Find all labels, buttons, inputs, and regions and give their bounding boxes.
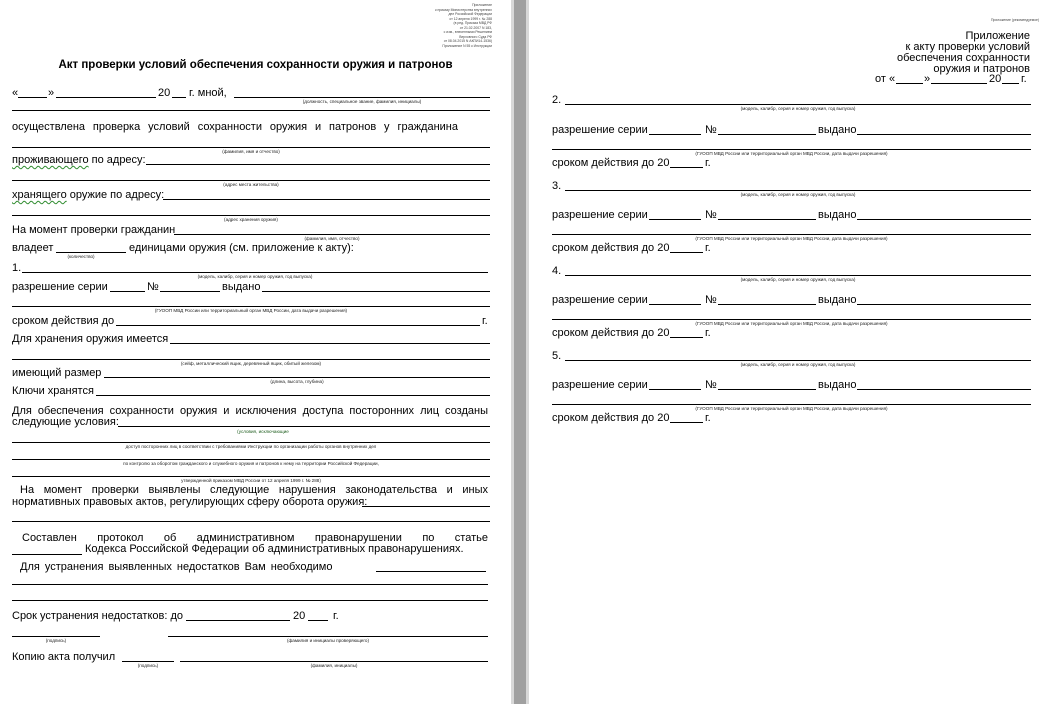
fix-needed-text: Для устранения выявленных недостатков Вам необходимо (20, 561, 333, 573)
approval-line: от 12 апреля 1999 г. № 288 (449, 16, 492, 21)
valid-until-label: сроком действия до 20 (552, 157, 670, 169)
protocol-line-1: Составлен протокол об административном правонарушении по статье (22, 532, 488, 544)
measures-line-1: Для обеспечения сохранности оружия и исключения доступа посторонних лиц созданы (12, 405, 488, 417)
issued-label: выдано (818, 209, 857, 221)
issued-by-field-cont[interactable] (12, 306, 490, 307)
issued-by-field-cont[interactable] (552, 319, 1031, 320)
violations-field-cont[interactable] (12, 521, 490, 522)
heading-line: к акту проверки условий (905, 41, 1030, 53)
hint-citizen: (фамилия, имя и отчество) (222, 149, 280, 154)
permit-number-field[interactable] (718, 134, 816, 135)
permit-series-field[interactable] (649, 304, 701, 305)
fix-needed-field-cont-1[interactable] (12, 584, 488, 585)
hint-model: (модель, калибр, серия и номер оружия, год выпуска) (197, 274, 313, 279)
citizen-field[interactable] (12, 147, 490, 148)
hint-model: (модель, калибр, серия и номер оружия, год выпуска) (740, 362, 856, 367)
weapon-model-field[interactable] (565, 275, 1031, 276)
weapon-model-field[interactable] (565, 360, 1031, 361)
permit-series-label: разрешение серии (552, 209, 648, 221)
item-number: 5. (552, 350, 562, 362)
issued-by-field[interactable] (857, 389, 1031, 390)
appendix-month-field[interactable] (931, 83, 987, 84)
violations-field[interactable] (362, 506, 490, 507)
permit-series-field[interactable] (110, 291, 145, 292)
hint-issuer: (ГУООП МВД России или территориальный орган МВД России, дата выдачи разрешения) (695, 236, 888, 241)
deadline-label: Срок устранения недостатков: до (12, 610, 183, 622)
permit-series-label: разрешение серии (552, 379, 648, 391)
date-close-quote: » (48, 87, 55, 99)
conditions-field-cont-3[interactable] (12, 476, 490, 477)
conditions-field[interactable] (118, 426, 490, 427)
permit-number-field[interactable] (160, 291, 220, 292)
fix-needed-field[interactable] (376, 571, 486, 572)
valid-year-field[interactable] (670, 252, 703, 253)
day-field[interactable] (18, 97, 47, 98)
conditions-field-cont-1[interactable] (12, 442, 490, 443)
valid-until-label: сроком действия до 20 (552, 242, 670, 254)
protocol-line-2: Кодекса Российской Федерации об административных правонарушениях. (85, 543, 464, 555)
hint-model: (модель, калибр, серия и номер оружия, год выпуска) (740, 192, 856, 197)
valid-year-field[interactable] (670, 167, 703, 168)
issued-by-field[interactable] (262, 291, 490, 292)
measures-line-2: следующие условия: (12, 416, 119, 428)
storing-rest: оружие по адресу: (66, 189, 165, 201)
storing-address-field[interactable] (163, 199, 490, 200)
storage-type-field[interactable] (170, 343, 490, 344)
appendix-year-mark: г. (1021, 73, 1027, 85)
valid-year-mark: г. (705, 242, 711, 254)
year-prefix: 20 (158, 87, 171, 99)
permit-number-label: № (147, 281, 159, 293)
weapon-model-field[interactable] (22, 272, 488, 273)
article-field[interactable] (12, 554, 82, 555)
moment-check-label: На момент проверки гражданин (12, 224, 176, 236)
item-number: 1. (12, 262, 22, 274)
valid-until-label: сроком действия до 20 (552, 412, 670, 424)
hint-access: доступ посторонних лиц в соответствии с требованиями Инструкции по организации работы органов внутренних дел (125, 444, 377, 449)
living-word: проживающего (12, 154, 89, 166)
size-field[interactable] (104, 377, 490, 378)
permit-series-field[interactable] (649, 389, 701, 390)
hint-order: утвержденной приказом МВД России от 12 апреля 1999 г. № 288) (181, 478, 321, 483)
valid-year-mark: г. (705, 412, 711, 424)
deadline-date-field[interactable] (186, 620, 290, 621)
permit-series-label: разрешение серии (552, 124, 648, 136)
permit-number-label: № (705, 379, 717, 391)
hint-issuer: (ГУООП МВД России или территориальный орган МВД России, дата выдачи разрешения) (695, 321, 888, 326)
deadline-year-mark: г. (333, 610, 339, 622)
owns-label: владеет (12, 242, 54, 254)
permit-number-field[interactable] (718, 304, 816, 305)
heading-line: Приложение (965, 30, 1030, 42)
hint-model: (модель, калибр, серия и номер оружия, год выпуска) (740, 277, 856, 282)
permit-number-field[interactable] (718, 219, 816, 220)
hint-size: (длина, высота, глубина) (270, 379, 324, 384)
hint-living: (адрес места жительства) (223, 182, 279, 187)
official-field-cont[interactable] (12, 110, 490, 111)
storing-label (12, 189, 164, 202)
receiver-signature-field[interactable] (122, 661, 174, 662)
valid-until-label: сроком действия до 20 (552, 327, 670, 339)
month-field[interactable] (56, 97, 156, 98)
deadline-year-prefix: 20 (293, 610, 306, 622)
valid-year-mark: г. (705, 157, 711, 169)
weapon-model-field[interactable] (565, 190, 1031, 191)
year-mark: г. (482, 315, 488, 327)
issued-by-field-cont[interactable] (552, 234, 1031, 235)
inspector-signature-field[interactable] (12, 636, 100, 637)
hint-sign: (подпись) (45, 638, 67, 643)
weapon-model-field[interactable] (565, 104, 1031, 105)
approval-line: от 08.04.2015 N АКПИ14-1536) (443, 39, 492, 43)
hint-storing: (адрес хранения оружия) (224, 217, 278, 222)
permit-number-label: № (705, 124, 717, 136)
living-label (12, 154, 146, 167)
appendix-day-field[interactable] (896, 83, 923, 84)
approval-line: Верховного Суда РФ (459, 34, 492, 39)
date-open-quote: « (12, 87, 19, 99)
keys-field[interactable] (96, 395, 490, 396)
permit-series-field[interactable] (649, 219, 701, 220)
issued-label: выдано (818, 294, 857, 306)
permit-number-label: № (705, 209, 717, 221)
issued-label: выдано (222, 281, 261, 293)
citizen-fio-field[interactable] (174, 234, 490, 235)
living-address-field-cont[interactable] (12, 180, 490, 181)
hint-control: по контролю за оборотом гражданского и служебного оружия и патронов к нему на территории Российской Федерации, (123, 461, 379, 466)
approval-line: от 21.02.2007 N 183, (459, 25, 492, 30)
issued-by-field-cont[interactable] (552, 404, 1031, 405)
living-rest: по адресу: (88, 154, 146, 166)
issued-by-field-cont[interactable] (552, 149, 1031, 150)
hint-official: (должность, специальное звание, фамилия, инициалы) (302, 99, 422, 104)
hint-issuer: (ГУООП МВД России или территориальный орган МВД России, дата выдачи разрешения) (154, 308, 348, 313)
fix-needed-field-cont-2[interactable] (12, 600, 488, 601)
appendix-year-prefix: 20 (989, 73, 1002, 85)
permit-number-label: № (705, 294, 717, 306)
item-number: 4. (552, 265, 562, 277)
check-statement: осуществлена проверка условий сохранности оружия и патронов у гражданина (12, 121, 458, 133)
valid-until-field[interactable] (116, 325, 480, 326)
heading-line: оружия и патронов (933, 63, 1030, 75)
valid-until-label: сроком действия до (12, 315, 115, 327)
hint-cond: (условия, исключающие (237, 429, 289, 434)
weapon-count-field[interactable] (56, 252, 126, 253)
owns-units-label: единицами оружия (см. приложение к акту): (129, 242, 354, 254)
approval-line: с изм., внесенными Решением (443, 30, 492, 34)
approval-line: к приказу Министерства внутренних (435, 7, 492, 12)
heading-line: обеспечения сохранности (896, 52, 1030, 64)
deadline-year-field[interactable] (308, 620, 328, 621)
living-address-field[interactable] (146, 164, 490, 165)
hint-issuer: (ГУООП МВД России или территориальный орган МВД России, дата выдачи разрешения) (695, 151, 888, 156)
storage-type-field-cont[interactable] (12, 359, 490, 360)
hint-name-signer: (фамилия и инициалы проверяющего) (286, 638, 370, 643)
copy-received-label: Копию акта получил (12, 651, 116, 663)
hint-fio: (фамилия, имя, отчество) (304, 236, 360, 241)
corner-note: Приложение (рекомендуемое) (991, 18, 1039, 22)
storing-word: хранящего (12, 189, 67, 201)
hint-name: (фамилия, инициалы) (310, 663, 358, 668)
approval-line: Приложение N 55 к Инструкции (442, 43, 492, 48)
violations-line-1: На момент проверки выявлены следующие нарушения законодательства и иных (20, 484, 488, 496)
size-label: имеющий размер (12, 367, 102, 379)
issued-label: выдано (818, 124, 857, 136)
inspector-name-field[interactable] (168, 636, 488, 637)
hint-qty: (количество) (67, 254, 95, 259)
valid-year-field[interactable] (670, 337, 703, 338)
issued-by-field[interactable] (857, 304, 1031, 305)
hint-safe: (сейф, металлический ящик, деревянный ящик, обитый железом) (180, 361, 322, 366)
document-page-1 (0, 0, 511, 704)
year-field[interactable] (172, 97, 186, 98)
approval-line: Приложение (472, 3, 492, 7)
approval-line: (в ред. Приказа МВД РФ (453, 21, 492, 25)
permit-series-label: разрешение серии (552, 294, 648, 306)
item-number: 2. (552, 94, 562, 106)
keys-label: Ключи хранятся (12, 385, 94, 397)
permit-number-field[interactable] (718, 389, 816, 390)
permit-series-label: разрешение серии (12, 281, 108, 293)
receiver-name-field[interactable] (180, 661, 488, 662)
hint-sign-2: (подпись) (137, 663, 159, 668)
conditions-field-cont-2[interactable] (12, 459, 490, 460)
appendix-year-field[interactable] (1002, 83, 1019, 84)
by-me-label: г. мной, (189, 87, 227, 99)
hint-model: (модель, калибр, серия и номер оружия, год выпуска) (740, 106, 856, 111)
appendix-date-from: от « (875, 73, 896, 85)
violations-line-2: нормативных правовых актов, регулирующих сферу оборота оружия: (12, 496, 368, 508)
document-page-2 (529, 0, 1054, 704)
storing-address-field-cont[interactable] (12, 215, 490, 216)
item-number: 3. (552, 180, 562, 192)
issued-by-field[interactable] (857, 134, 1031, 135)
page-gap (514, 0, 526, 704)
storage-has-label: Для хранения оружия имеется (12, 333, 169, 345)
fix-needed-label (20, 561, 332, 574)
valid-year-mark: г. (705, 327, 711, 339)
official-field[interactable] (234, 97, 490, 98)
valid-year-field[interactable] (670, 422, 703, 423)
document-title: Акт проверки условий обеспечения сохранности оружия и патронов (58, 59, 453, 71)
issued-label: выдано (818, 379, 857, 391)
appendix-date-close: » (924, 73, 931, 85)
approval-line: дел Российской Федерации (448, 12, 492, 16)
permit-series-field[interactable] (649, 134, 701, 135)
issued-by-field[interactable] (857, 219, 1031, 220)
hint-issuer: (ГУООП МВД России или территориальный орган МВД России, дата выдачи разрешения) (695, 406, 888, 411)
